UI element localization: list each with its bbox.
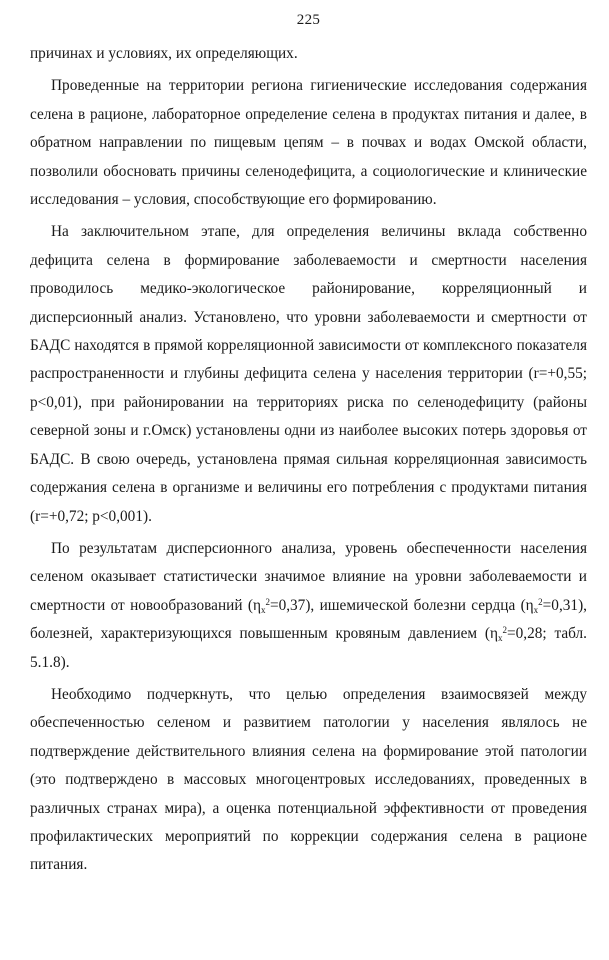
eta-superscript: 2 bbox=[502, 625, 508, 636]
eta-symbol: η bbox=[252, 596, 261, 614]
dispersion-text-4: =0,28; табл. 5.1.8). bbox=[30, 625, 587, 671]
paragraph-dispersion-analysis bbox=[30, 535, 587, 677]
eta-subscript: x bbox=[498, 633, 503, 644]
eta-subscript: x bbox=[533, 604, 539, 615]
eta-superscript: 2 bbox=[265, 596, 270, 607]
eta-symbol: η bbox=[525, 596, 534, 614]
paragraph-research-regions: Проведенные на территории региона гигиенические исследования содержания селена в рационе, лабораторное определение селена в продуктах питания и далее, в обратном направлении по пищевым цепям – в почвах и водах Омской области, позволили обосновать причины селенодефицита, а социологические и клинические исследования – условия, способствующие его формированию. bbox=[30, 77, 587, 209]
paragraph-conclusion: Необходимо подчеркнуть, что целью определения взаимосвязей между обеспеченностью селеном и развитием патологии у населения являлось не подтверждение действительного влияния селена на формирование этой патологии (это подтверждено в массовых многоцентровых исследованиях, проведенных в различных странах мира), а оценка потенциальной эффективности от проведения профилактических мероприятий по коррекции содержания селена в рационе питания. bbox=[30, 685, 587, 874]
eta-superscript: 2 bbox=[538, 596, 543, 607]
eta-symbol: η bbox=[490, 625, 499, 643]
paragraph-continuation: причинах и условиях, их определяющих. bbox=[30, 45, 298, 62]
dispersion-text-2: =0,37), ишемической болезни сердца ( bbox=[269, 596, 526, 614]
eta-subscript: x bbox=[260, 604, 266, 615]
paragraph-final-stage: На заключительном этапе, для определения величины вклада собственно дефицита селена в формирование заболеваемости и смертности населения проводилось медико-экологическое районирование, корреляционный и дисперсионный анализ. Установлено, что уровни заболеваемости и смертности от БАДС находятся в прямой корреляционной зависимости от комплексного показателя распространенности и глубины дефицита селена у населения территории (r=+0,55; p<0,01), при районировании на территориях риска по селенодефициту (районы северной зоны и г.Омск) установлены одни из наиболее высоких потерь здоровья от БАДС. В свою очередь, установлена прямая сильная корреляционная зависимость содержания селена в организме и величины его потребления с продуктами питания (r=+0,72; p<0,001). bbox=[30, 223, 587, 525]
page-number: 225 bbox=[296, 12, 321, 28]
dispersion-text-3: =0,31), болезней, характеризующихся повышенным кровяным давлением ( bbox=[30, 596, 587, 643]
dispersion-text-1: По результатам дисперсионного анализа, уровень обеспеченности населения селеном оказывает статистически значимое влияние на уровни заболеваемости и смертности от новообразований ( bbox=[30, 539, 587, 614]
